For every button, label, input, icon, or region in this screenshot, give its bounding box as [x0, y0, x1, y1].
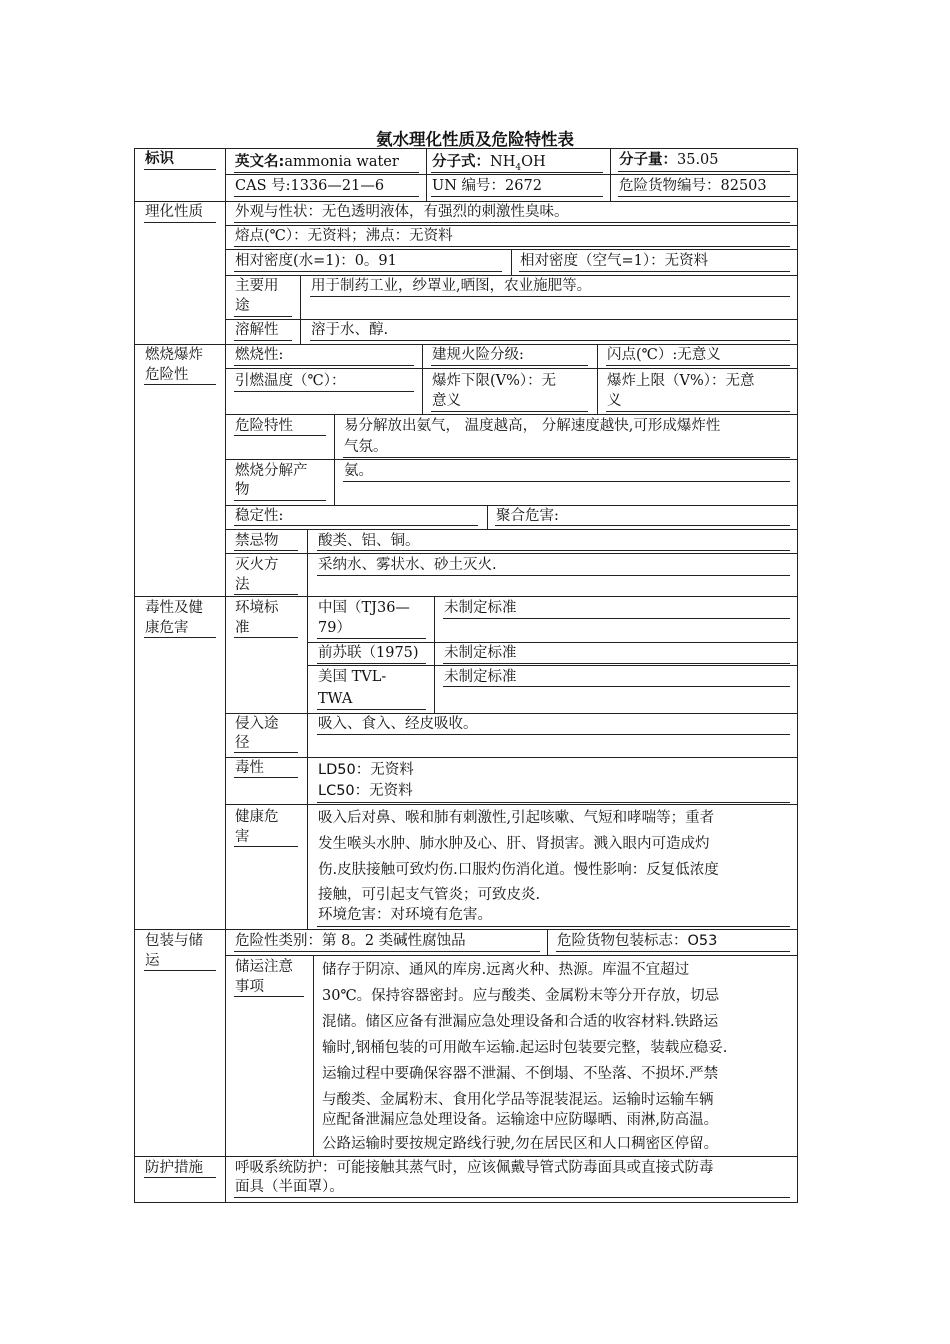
- env-std-label-line1: 环境标: [235, 600, 279, 616]
- storage-line-8: 公路运输时要按规定路线行驶,勿在居民区和人口稠密区停留。: [322, 1136, 719, 1152]
- label-underline: [234, 316, 292, 317]
- incompatible-label: 禁忌物: [235, 533, 279, 549]
- appearance-field: 外观与性状：无色透明液体，有强烈的刺激性臭味。: [235, 204, 569, 220]
- storage-line-7: 应配备泄漏应急处理设备。运输途中应防曝晒、雨淋,防高温。: [322, 1112, 719, 1128]
- health-line-3: 伤.皮肤接触可致灼伤.口服灼伤消化道。慢性影响：反复低浓度: [318, 862, 719, 878]
- label-underline: [144, 1177, 216, 1178]
- hazard-label: 危险特性: [235, 418, 293, 434]
- lc50-value: LC50：无资料: [318, 783, 413, 799]
- formula-main: NH: [490, 154, 516, 170]
- cell-divider: [307, 529, 308, 596]
- section-label-storage-line2: 运: [145, 953, 160, 969]
- relative-density-air: 相对密度（空气=1）：无资料: [520, 253, 709, 269]
- flammability-field: 燃烧性:: [235, 347, 284, 363]
- hazard-line1: 易分解放出氨气， 温度越高， 分解速度越快,可形成爆炸性: [344, 418, 721, 434]
- field-underline: [343, 457, 790, 458]
- section-label-toxicity-line2: 康危害: [145, 620, 189, 636]
- field-underline: [234, 951, 540, 952]
- decomp-label-line1: 燃烧分解产: [235, 463, 308, 479]
- field-underline: [317, 550, 790, 551]
- field-underline: [317, 802, 790, 803]
- field-underline: [431, 196, 603, 197]
- main-use-label-line1: 主要用: [235, 278, 279, 294]
- formula-subscript: 4: [515, 162, 522, 173]
- route-label-line2: 径: [235, 735, 250, 751]
- label-underline: [144, 384, 216, 385]
- field-underline: [556, 951, 790, 952]
- field-underline: [234, 271, 502, 272]
- standard-value-china: 未制定标准: [444, 600, 517, 616]
- solubility-value: 溶于水、醇.: [311, 322, 389, 338]
- row-divider: [225, 414, 798, 415]
- label-underline: [234, 500, 326, 501]
- cell-divider: [547, 929, 548, 955]
- formula-label: 分子式：: [432, 154, 490, 170]
- label-underline: [234, 550, 298, 551]
- field-underline: [343, 481, 790, 482]
- toxicity-label: 毒性: [235, 760, 264, 776]
- main-use-label-line2: 途: [235, 298, 250, 314]
- cell-divider: [300, 275, 301, 344]
- stability-field: 稳定性:: [235, 508, 284, 524]
- section-divider: [134, 929, 798, 930]
- field-underline: [431, 172, 603, 173]
- flash-point-field: 闪点(℃）:无意义: [607, 347, 721, 363]
- field-underline: [317, 575, 790, 576]
- field-underline: [431, 411, 588, 412]
- health-label-line1: 健康危: [235, 809, 279, 825]
- field-underline: [317, 709, 426, 710]
- section-label-toxicity-line1: 毒性及健: [145, 600, 203, 616]
- label-underline: [234, 996, 304, 997]
- cas-number: CAS 号:1336—21—6: [235, 178, 385, 194]
- formula-field: [432, 152, 546, 178]
- incompatible-value: 酸类、铝、铜。: [318, 533, 420, 549]
- field-underline: [317, 638, 426, 639]
- polymerization-field: 聚合危害:: [496, 508, 559, 524]
- storage-notes-label-line1: 储运注意: [235, 959, 293, 975]
- field-underline: [618, 196, 790, 197]
- row-divider: [225, 955, 798, 956]
- un-number: UN 编号：2672: [432, 178, 542, 194]
- english-name-label: 英文名:: [235, 154, 285, 170]
- standard-value-usa: 未制定标准: [444, 669, 517, 685]
- field-underline: [317, 734, 790, 735]
- pack-mark-label: 危险货物包装标志：: [557, 933, 688, 949]
- label-underline: [234, 777, 298, 778]
- hazard-class-field: 危险性类别：第 8。2 类碱性腐蚀品: [235, 933, 466, 949]
- respiratory-line1: 呼吸系统防护：可能接触其蒸气时，应该佩戴导管式防毒面具或直接式防毒: [235, 1160, 714, 1176]
- label-underline: [144, 222, 216, 223]
- storage-line-4: 输时,钢桶包装的可用敞车运输.起运时包装要完整，装载应稳妥.: [322, 1040, 728, 1056]
- section-label-fire-line2: 危险性: [145, 367, 189, 383]
- field-underline: [431, 365, 588, 366]
- field-underline: [234, 196, 419, 197]
- standard-region-usa-line2: TWA: [318, 691, 353, 707]
- solubility-label: 溶解性: [235, 322, 279, 338]
- route-value: 吸入、食入、经皮吸收。: [318, 716, 478, 732]
- relative-density-water: 相对密度(水=1)：0。91: [235, 253, 397, 269]
- storage-line-5: 运输过程中要确保容器不泄漏、不倒塌、不坠落、不损坏.严禁: [322, 1066, 719, 1082]
- field-underline: [443, 618, 790, 619]
- env-std-label-line2: 准: [235, 620, 250, 636]
- field-underline: [310, 296, 790, 297]
- standard-region-china-line2: 79）: [318, 620, 351, 636]
- route-label-line1: 侵入途: [235, 716, 279, 732]
- cell-divider: [307, 596, 308, 929]
- lel-line1: 爆炸下限(V%）：无: [432, 373, 557, 389]
- pack-mark-value: O53: [687, 933, 718, 949]
- fire-class-field: 建规火险分级:: [432, 347, 524, 363]
- label-underline: [234, 637, 298, 638]
- field-underline: [606, 365, 790, 366]
- health-line-4: 接触，可引起支气管炎；可致皮炎.: [318, 887, 541, 903]
- dangerous-goods-number: 危险货物编号：82503: [619, 178, 767, 194]
- section-label-protection: 防护措施: [145, 1160, 203, 1176]
- field-underline: [234, 525, 478, 526]
- molecular-weight-field: [619, 150, 719, 170]
- section-label-storage-line1: 包装与储: [145, 933, 203, 949]
- field-underline: [234, 1197, 790, 1198]
- health-line-2: 发生喉头水肿、肺水肿及心、肝、肾损害。溅入眼内可造成灼: [318, 836, 710, 852]
- field-underline: [234, 246, 790, 247]
- section-label-physchem: 理化性质: [145, 204, 203, 220]
- storage-line-2: 30℃。保持容器密封。应与酸类、金属粉末等分开存放，切忌: [322, 988, 720, 1004]
- standard-region-ussr: 前苏联（1975): [318, 645, 419, 661]
- row-divider: [225, 368, 798, 369]
- decomp-label-line2: 物: [235, 482, 250, 498]
- row-divider: [307, 665, 798, 666]
- row-divider: [225, 713, 798, 714]
- field-underline: [606, 411, 790, 412]
- row-divider: [225, 804, 798, 805]
- standard-region-usa-line1: 美国 TVL-: [318, 669, 387, 685]
- hazard-line2: 气氛。: [344, 439, 388, 455]
- respiratory-line2: 面具（半面罩）。: [235, 1179, 344, 1195]
- cell-divider: [434, 596, 435, 713]
- cell-divider: [313, 955, 314, 1156]
- cell-divider: [511, 249, 512, 275]
- standard-value-ussr: 未制定标准: [444, 645, 517, 661]
- document-title: 氨水理化性质及危险特性表: [376, 130, 574, 149]
- cell-divider: [422, 344, 423, 414]
- cell-divider: [334, 414, 335, 505]
- melting-boiling-point-field: 熔点(℃）：无资料；沸点：无资料: [235, 228, 453, 244]
- ignition-temp-field: 引燃温度（℃）：: [235, 373, 346, 389]
- decomp-value: 氨。: [344, 463, 373, 479]
- main-use-value: 用于制药工业，纱罩业,晒图，农业施肥等。: [311, 278, 592, 294]
- label-underline: [234, 594, 298, 595]
- field-underline: [618, 171, 790, 172]
- english-name-value: ammonia water: [284, 154, 399, 170]
- mw-value: 35.05: [677, 152, 719, 168]
- section-column-divider: [225, 148, 226, 1203]
- field-underline: [495, 525, 790, 526]
- field-underline: [519, 271, 790, 272]
- row-divider: [225, 553, 798, 554]
- extinguish-label-line1: 灭火方: [235, 557, 279, 573]
- cell-divider: [597, 344, 598, 414]
- section-label-identification: 标识: [145, 151, 174, 167]
- row-divider: [225, 529, 798, 530]
- label-underline: [144, 970, 216, 971]
- section-divider: [134, 596, 798, 597]
- label-underline: [144, 169, 216, 170]
- field-underline: [317, 926, 790, 927]
- field-underline: [443, 663, 790, 664]
- label-underline: [234, 340, 292, 341]
- section-label-fire-line1: 燃烧爆炸: [145, 347, 203, 363]
- field-underline: [234, 172, 419, 173]
- formula-end: OH: [521, 154, 546, 170]
- cell-divider: [487, 505, 488, 529]
- extinguish-label-line2: 法: [235, 577, 250, 593]
- storage-line-1: 储存于阴凉、通风的库房.远离火种、热源。库温不宜超过: [322, 962, 690, 978]
- section-divider: [134, 1156, 798, 1157]
- row-divider: [225, 757, 798, 758]
- standard-region-china-line1: 中国（TJ36—: [318, 600, 410, 616]
- row-divider: [225, 459, 798, 460]
- extinguish-value: 采纳水、雾状水、砂土灭火.: [318, 557, 497, 573]
- field-underline: [234, 222, 790, 223]
- health-line-5: 环境危害：对环境有危害。: [318, 907, 492, 923]
- storage-line-6: 与酸类、金属粉末、食用化学品等混装混运。运输时运输车辆: [322, 1092, 714, 1108]
- field-underline: [234, 365, 414, 366]
- field-underline: [317, 663, 426, 664]
- uel-line1: 爆炸上限（V%）：无意: [607, 373, 755, 389]
- label-underline: [234, 846, 298, 847]
- label-underline: [234, 435, 326, 436]
- mw-label: 分子量：: [619, 152, 677, 168]
- storage-line-3: 混储。储区应备有泄漏应急处理设备和合适的收容材料.铁路运: [322, 1014, 719, 1030]
- health-line-1: 吸入后对鼻、喉和肺有刺激性,引起咳嗽、气短和哮喘等；重者: [318, 810, 715, 826]
- storage-notes-label-line2: 事项: [235, 979, 264, 995]
- lel-line2: 意义: [432, 393, 461, 409]
- ld50-value: LD50：无资料: [318, 762, 414, 778]
- english-name-field: [235, 152, 399, 172]
- health-label-line2: 害: [235, 829, 250, 845]
- pack-mark-field: [557, 931, 717, 951]
- uel-line2: 义: [607, 393, 622, 409]
- field-underline: [234, 391, 414, 392]
- label-underline: [234, 752, 298, 753]
- field-underline: [443, 686, 790, 687]
- label-underline: [144, 637, 216, 638]
- field-underline: [310, 340, 790, 341]
